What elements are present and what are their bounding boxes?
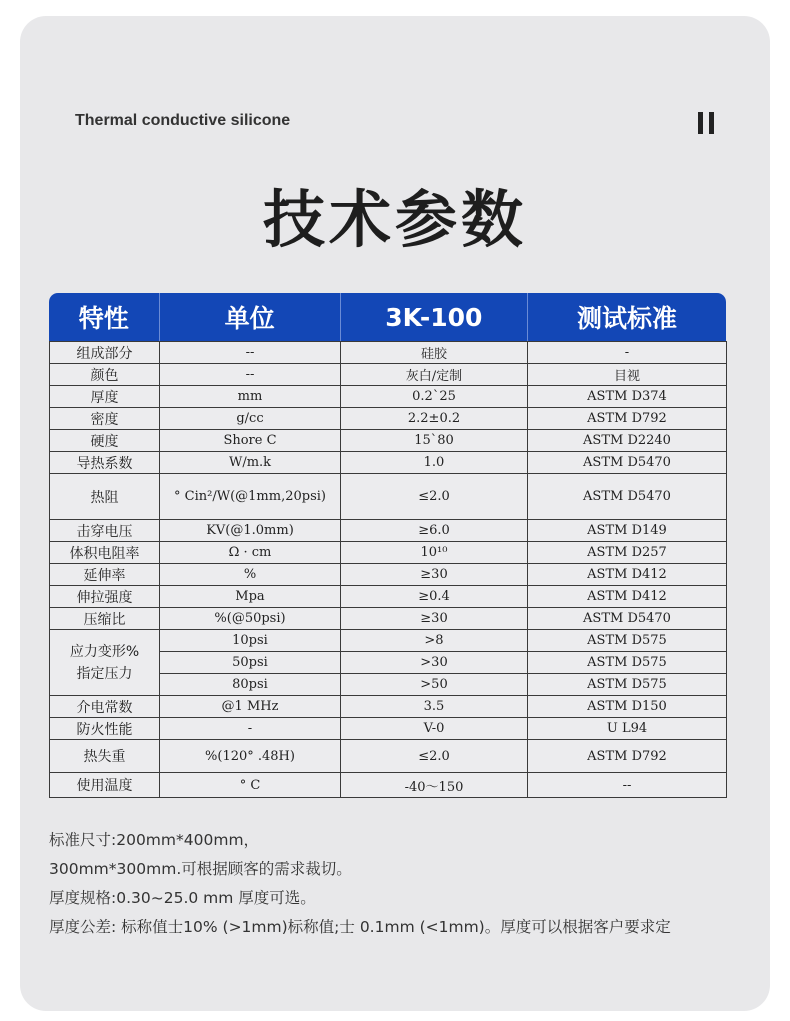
unit-cell: mm: [160, 386, 341, 408]
table-header: [49, 293, 726, 341]
value-cell: >50: [341, 674, 528, 696]
table-row: [50, 542, 727, 564]
standard-cell: 目视: [528, 364, 727, 386]
unit-cell: KV(@1.0mm): [160, 520, 341, 542]
property-cell: 厚度: [50, 386, 160, 408]
standard-cell: ASTM D575: [528, 674, 727, 696]
table-row: [50, 630, 727, 652]
standard-cell: ASTM D5470: [528, 452, 727, 474]
value-cell: >30: [341, 652, 528, 674]
property-cell: 使用温度: [50, 773, 160, 798]
table-row: [50, 364, 727, 386]
unit-cell: Ω · cm: [160, 542, 341, 564]
note-line: 300mm*300mm.可根据顾客的需求裁切。: [49, 860, 352, 878]
table-row: [50, 608, 727, 630]
value-cell: 0.2`25: [341, 386, 528, 408]
value-cell: 灰白/定制: [341, 364, 528, 386]
table-row: [50, 564, 727, 586]
value-cell: -40～150: [341, 773, 528, 798]
value-cell: ≤2.0: [341, 474, 528, 520]
standard-cell: ASTM D412: [528, 586, 727, 608]
property-cell: 体积电阻率: [50, 542, 160, 564]
value-cell: 10¹⁰: [341, 542, 528, 564]
column-header-unit: 单位: [160, 293, 341, 341]
standard-cell: ASTM D374: [528, 386, 727, 408]
value-cell: V-0: [341, 718, 528, 740]
property-cell: 密度: [50, 408, 160, 430]
value-cell: >8: [341, 630, 528, 652]
value-cell: ≥0.4: [341, 586, 528, 608]
unit-cell: %(120° .48H): [160, 740, 341, 773]
note-line: 厚度规格:0.30~25.0 mm 厚度可选。: [49, 889, 316, 907]
value-cell: ≥30: [341, 564, 528, 586]
note-line: 厚度公差: 标称值士10% (>1mm)标称值;士 0.1mm (<1mm)。厚度可以根据客户要求定: [49, 918, 671, 936]
property-cell: 硬度: [50, 430, 160, 452]
standard-cell: ASTM D149: [528, 520, 727, 542]
standard-cell: ASTM D412: [528, 564, 727, 586]
table-row: [50, 452, 727, 474]
unit-cell: g/cc: [160, 408, 341, 430]
column-header-standard: 测试标准: [576, 304, 677, 333]
property-cell: 击穿电压: [50, 520, 160, 542]
property-cell: 热失重: [50, 740, 160, 773]
unit-cell: 50psi: [160, 652, 341, 674]
column-header-product: 3K-100: [341, 293, 528, 341]
table-row: [50, 773, 727, 798]
unit-cell: --: [160, 342, 341, 364]
unit-cell: @1 MHz: [160, 696, 341, 718]
page-title: 技术参数: [262, 183, 527, 256]
property-cell: 应力变形% 指定压力: [50, 630, 160, 696]
standard-cell: U L94: [528, 718, 727, 740]
standard-cell: ASTM D150: [528, 696, 727, 718]
standard-cell: ASTM D575: [528, 652, 727, 674]
property-cell: 延伸率: [50, 564, 160, 586]
value-cell: ≥30: [341, 608, 528, 630]
standard-cell: ASTM D5470: [528, 474, 727, 520]
property-cell: 热阻: [50, 474, 160, 520]
value-cell: 2.2±0.2: [341, 408, 528, 430]
spec-table: [49, 293, 726, 798]
spec-table-body: [49, 341, 727, 798]
property-cell: 导热系数: [50, 452, 160, 474]
value-cell: ≥6.0: [341, 520, 528, 542]
section-number-icon: [696, 110, 718, 136]
value-cell: 15`80: [341, 430, 528, 452]
notes: [49, 826, 671, 942]
unit-cell: W/m.k: [160, 452, 341, 474]
standard-cell: --: [528, 773, 727, 798]
standard-cell: ASTM D575: [528, 630, 727, 652]
table-row: [50, 408, 727, 430]
standard-cell: ASTM D257: [528, 542, 727, 564]
property-cell: 介电常数: [50, 696, 160, 718]
table-row: [50, 696, 727, 718]
unit-cell: -: [160, 718, 341, 740]
value-cell: ≤2.0: [341, 740, 528, 773]
standard-cell: ASTM D2240: [528, 430, 727, 452]
note-line: 标准尺寸:200mm*400mm，: [49, 831, 260, 849]
property-cell: 颜色: [50, 364, 160, 386]
standard-cell: ASTM D792: [528, 408, 727, 430]
table-row: [50, 474, 727, 520]
property-cell: 防火性能: [50, 718, 160, 740]
standard-cell: ASTM D5470: [528, 608, 727, 630]
unit-cell: Shore C: [160, 430, 341, 452]
unit-cell: Mpa: [160, 586, 341, 608]
table-row: [50, 386, 727, 408]
unit-cell: ° Cin²/W(@1mm,20psi): [160, 474, 341, 520]
table-row: [50, 342, 727, 364]
unit-cell: 10psi: [160, 630, 341, 652]
property-cell: 伸拉强度: [50, 586, 160, 608]
unit-cell: %: [160, 564, 341, 586]
table-row: [50, 740, 727, 773]
subtitle: Thermal conductive silicone: [75, 112, 291, 129]
table-row: [50, 586, 727, 608]
value-cell: 硅胶: [341, 342, 528, 364]
table-row: [50, 718, 727, 740]
column-header-property: 特性: [49, 293, 160, 341]
value-cell: 1.0: [341, 452, 528, 474]
property-cell: 压缩比: [50, 608, 160, 630]
table-row: [50, 430, 727, 452]
value-cell: 3.5: [341, 696, 528, 718]
standard-cell: ASTM D792: [528, 740, 727, 773]
table-row: [50, 520, 727, 542]
unit-cell: ° C: [160, 773, 341, 798]
unit-cell: %(@50psi): [160, 608, 341, 630]
unit-cell: --: [160, 364, 341, 386]
standard-cell: -: [528, 342, 727, 364]
property-cell: 组成部分: [50, 342, 160, 364]
unit-cell: 80psi: [160, 674, 341, 696]
